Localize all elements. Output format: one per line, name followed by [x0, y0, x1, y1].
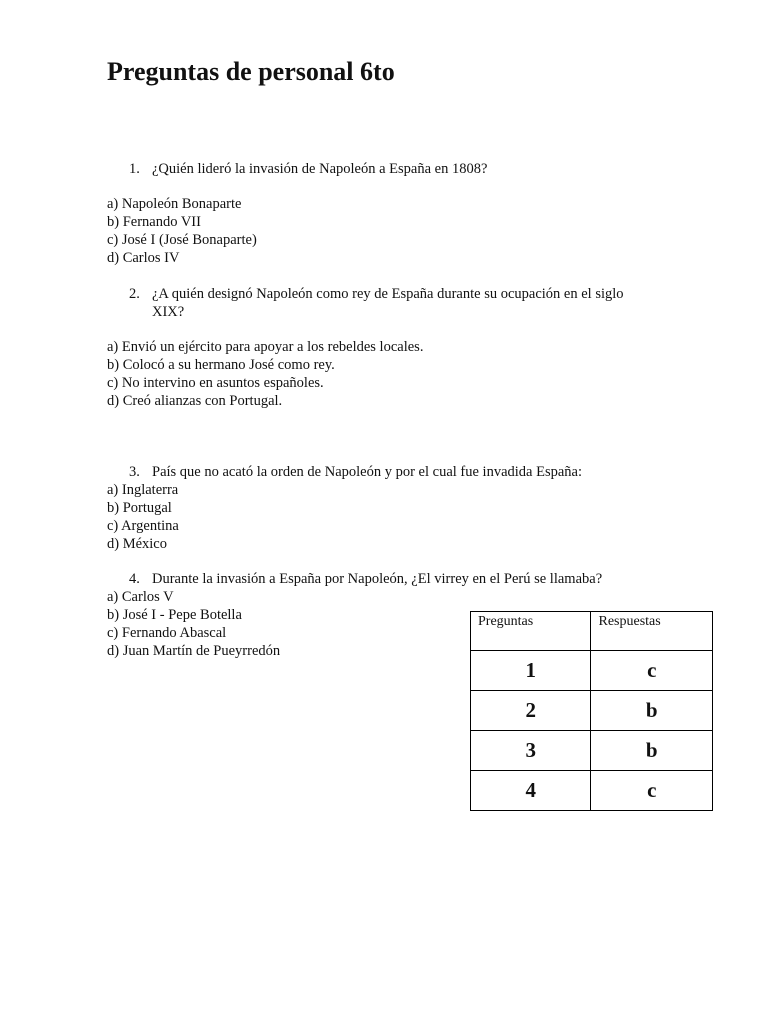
question-number: 1.	[129, 161, 140, 177]
question-options	[107, 481, 179, 553]
option-c: c) Fernando Abascal	[107, 625, 227, 641]
table-row	[471, 651, 713, 691]
option-a: a) Napoleón Bonaparte	[107, 196, 242, 212]
answer-cell: c	[591, 651, 713, 691]
question-options	[107, 195, 257, 267]
question-number: 2.	[129, 286, 140, 302]
table-row	[471, 731, 713, 771]
answer-table	[470, 611, 713, 811]
option-b: b) José I - Pepe Botella	[107, 607, 242, 623]
answer-cell: b	[591, 731, 713, 771]
table-header-row	[471, 612, 713, 651]
option-d: d) Creó alianzas con Portugal.	[107, 393, 283, 409]
question-options	[107, 588, 280, 660]
question-text: ¿A quién designó Napoleón como rey de España durante su ocupación en el siglo XIX?	[152, 286, 624, 320]
table-row	[471, 771, 713, 811]
table-row	[471, 691, 713, 731]
option-b: b) Colocó a su hermano José como rey.	[107, 357, 335, 373]
header-respuestas: Respuestas	[591, 612, 713, 651]
question-number: 3.	[129, 464, 140, 480]
question-text: ¿Quién lideró la invasión de Napoleón a España en 1808?	[152, 161, 488, 177]
question-text: País que no acató la orden de Napoleón y por el cual fue invadida España:	[152, 464, 583, 480]
option-d: d) México	[107, 536, 167, 552]
answer-cell: b	[591, 691, 713, 731]
option-c: c) Argentina	[107, 518, 179, 534]
answer-cell: c	[591, 771, 713, 811]
question-number-cell: 4	[471, 771, 591, 811]
option-b: b) Fernando VII	[107, 214, 201, 230]
question-number-cell: 2	[471, 691, 591, 731]
option-c: c) No intervino en asuntos españoles.	[107, 375, 324, 391]
option-d: d) Juan Martín de Pueyrredón	[107, 643, 281, 659]
option-c: c) José I (José Bonaparte)	[107, 232, 257, 248]
page-title: Preguntas de personal 6to	[107, 57, 395, 86]
option-a: a) Inglaterra	[107, 482, 179, 498]
question-number-cell: 1	[471, 651, 591, 691]
question-number-cell: 3	[471, 731, 591, 771]
question-text: Durante la invasión a España por Napoleón, ¿El virrey en el Perú se llamaba?	[152, 571, 603, 587]
option-b: b) Portugal	[107, 500, 172, 516]
option-a: a) Carlos V	[107, 589, 174, 605]
option-d: d) Carlos IV	[107, 250, 180, 266]
option-a: a) Envió un ejército para apoyar a los rebeldes locales.	[107, 339, 424, 355]
question-number: 4.	[129, 571, 140, 587]
question-options	[107, 338, 423, 410]
header-preguntas: Preguntas	[471, 612, 591, 651]
